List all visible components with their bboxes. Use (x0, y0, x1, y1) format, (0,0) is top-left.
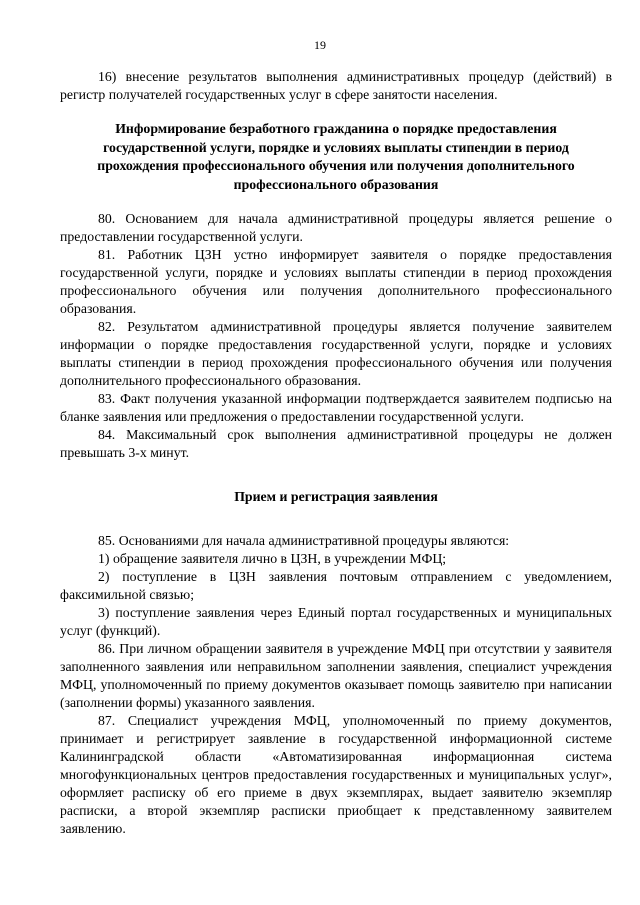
paragraph-86: 86. При личном обращении заявителя в учреждение МФЦ при отсутствии у заявителя заполненного заявления или неправильном заполнении заявления, специалист учреждения МФЦ, уполномоченный по приему документов оказывает помощь заявителю при написании (заполнении формы) указанного заявления. (60, 640, 612, 710)
section-heading-informing: Информирование безработного гражданина о порядке предоставления государственной услуги, порядке и условиях выплаты стипендии в период прохождения профессионального обучения или получения дополнительного профессионального образования (97, 121, 575, 192)
list-item-1: 1) обращение заявителя лично в ЦЗН, в учреждении МФЦ; (98, 550, 447, 566)
paragraph-16: 16) внесение результатов выполнения административных процедур (действий) в регистр получателей государственных услуг в сфере занятости населения. (60, 69, 612, 102)
paragraph-83: 83. Факт получения указанной информации подтверждается заявителем подписью на бланке заявления или предложения о предоставлении государственной услуги. (60, 391, 612, 424)
paragraph-80: 80. Основанием для начала административной процедуры является решение о предоставлении государственной услуги. (60, 211, 612, 244)
page-content (60, 68, 612, 838)
paragraph-81: 81. Работник ЦЗН устно информирует заявителя о порядке предоставления государственной услуги, порядке и условиях выплаты стипендии в период прохождения профессионального обучения или получения дополнительного профессионального образования. (60, 247, 612, 316)
list-item-3: 3) поступление заявления через Единый портал государственных и муниципальных услуг (функций). (60, 604, 612, 638)
paragraph-82: 82. Результатом административной процедуры является получение заявителем информации о порядке предоставления государственной услуги, порядке и условиях выплаты стипендии в период прохождения профессионального обучения или получения дополнительного профессионального образования. (60, 319, 612, 388)
paragraph-87: 87. Специалист учреждения МФЦ, уполномоченный по приему документов, принимает и регистрирует заявление в государственной информационной системе Калининградской области «Автоматизированная информационная система многофункциональных центров предоставления государственных и муниципальных услуг», оформляет расписку об его приеме в двух экземплярах, выдает заявителю экземпляр расписки, а второй экземпляр расписки приобщает к представленному заявителем заявлению. (60, 712, 612, 836)
list-item-2: 2) поступление в ЦЗН заявления почтовым отправлением с уведомлением, факсимильной связью; (60, 568, 612, 602)
page-number: 19 (314, 38, 326, 52)
paragraph-84: 84. Максимальный срок выполнения административной процедуры не должен превышать 3-х минут. (60, 427, 612, 460)
section-heading-reception: Прием и регистрация заявления (234, 489, 438, 504)
paragraph-85: 85. Основаниями для начала административной процедуры являются: (98, 532, 510, 548)
